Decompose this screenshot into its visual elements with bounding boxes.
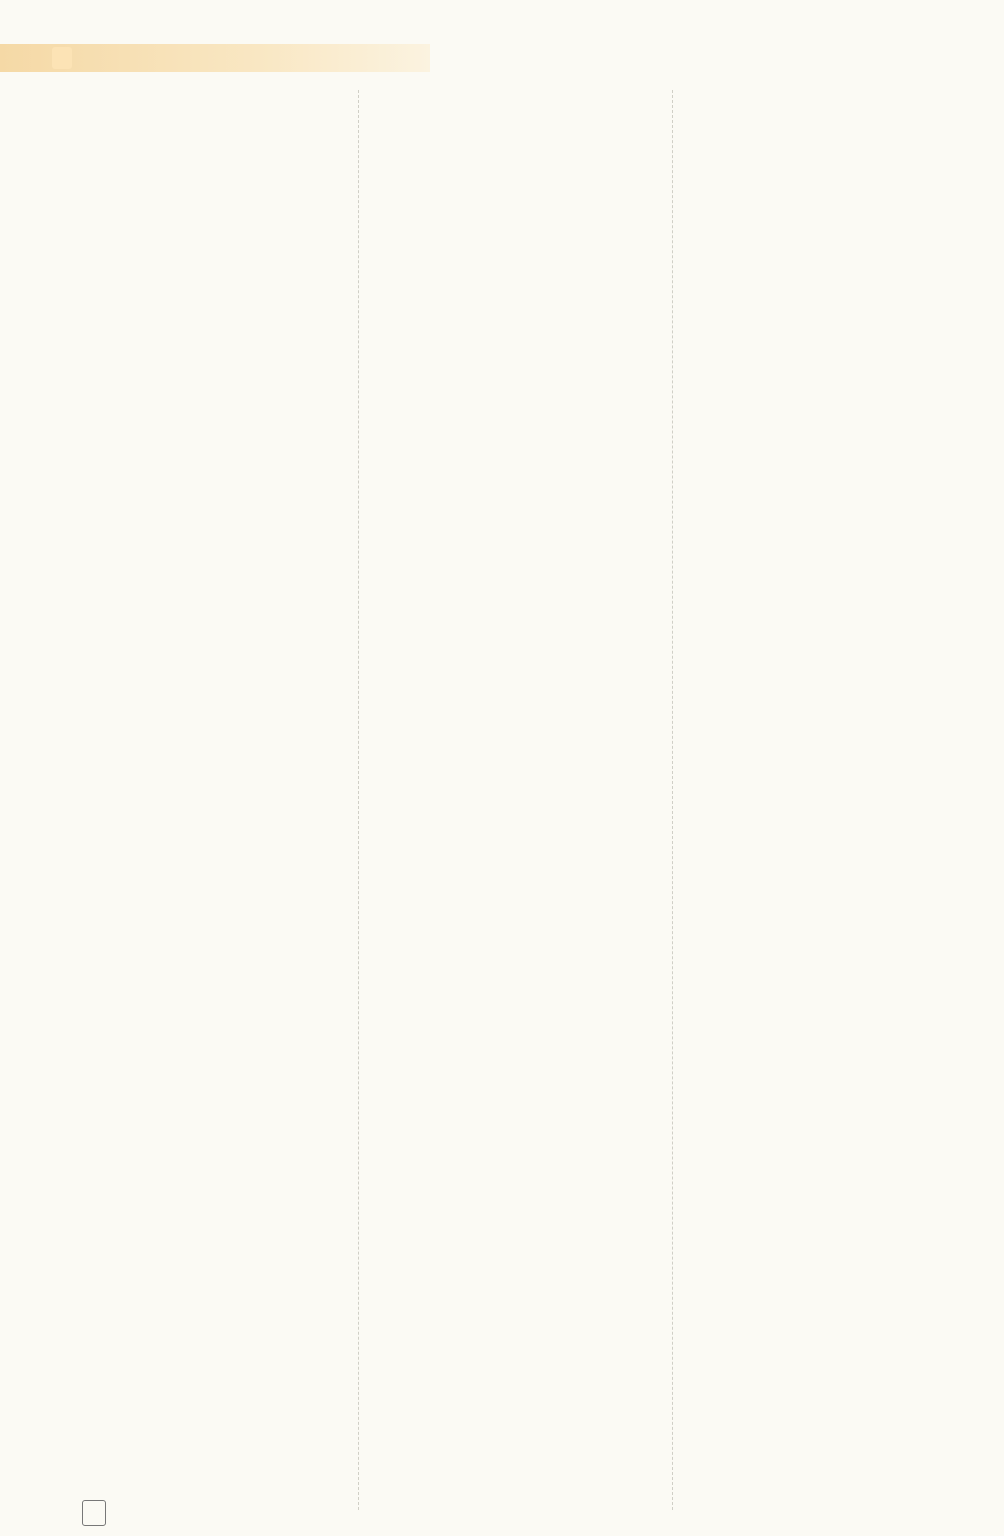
column-divider: [672, 90, 673, 1510]
page-number: [82, 1500, 106, 1526]
column-divider: [358, 90, 359, 1510]
brand-title: [52, 47, 72, 69]
